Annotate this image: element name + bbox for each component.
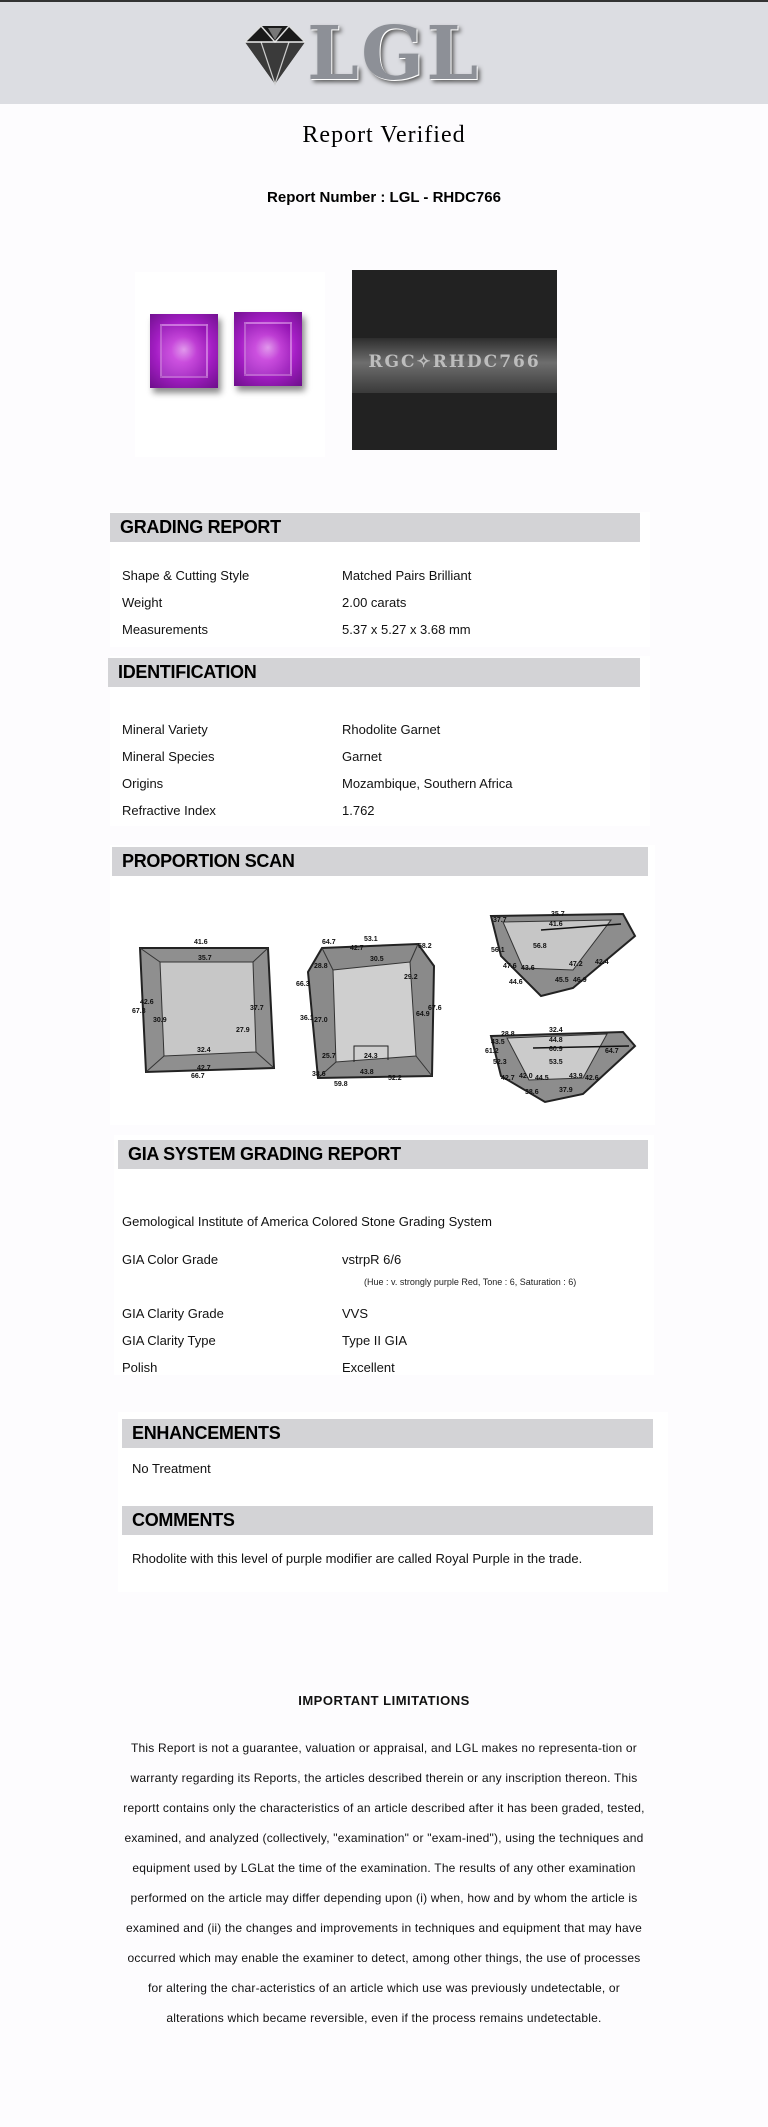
identification-label-0: Mineral Variety: [122, 722, 208, 737]
svg-text:44.6: 44.6: [509, 979, 523, 986]
gia-color-note: (Hue : v. strongly purple Red, Tone : 6, Saturation : 6): [364, 1277, 577, 1287]
svg-text:42.6: 42.6: [140, 999, 154, 1006]
svg-text:32.4: 32.4: [197, 1047, 211, 1054]
report-number: Report Number : LGL - RHDC766: [267, 189, 501, 206]
enhancements-heading: ENHANCEMENTS: [122, 1419, 653, 1448]
proportion-side-view: [473, 906, 643, 1118]
svg-text:44.5: 44.5: [535, 1075, 549, 1082]
svg-text:38.6: 38.6: [312, 1071, 326, 1078]
svg-text:36.1: 36.1: [300, 1015, 314, 1022]
page-title: Report Verified: [302, 122, 466, 148]
svg-text:37.7: 37.7: [250, 1005, 264, 1012]
svg-text:24.3: 24.3: [364, 1053, 378, 1060]
identification-value-2: Mozambique, Southern Africa: [342, 776, 513, 791]
gem-right: [234, 312, 302, 386]
gia-value-0: vstrpR 6/6: [342, 1252, 402, 1267]
svg-text:58.2: 58.2: [418, 943, 432, 950]
svg-text:27.9: 27.9: [236, 1027, 250, 1034]
gia-label-0: GIA Color Grade: [122, 1252, 219, 1267]
grading-value-1: 2.00 carats: [342, 595, 407, 610]
svg-text:41.6: 41.6: [549, 921, 563, 928]
svg-text:42.7: 42.7: [197, 1065, 211, 1072]
grading-heading: GRADING REPORT: [110, 513, 640, 542]
svg-text:43.8: 43.8: [360, 1069, 374, 1076]
svg-text:64.9: 64.9: [416, 1011, 430, 1018]
svg-text:38.6: 38.6: [525, 1089, 539, 1096]
svg-text:52.2: 52.2: [388, 1075, 402, 1082]
svg-text:28.8: 28.8: [501, 1031, 515, 1038]
comments-heading: COMMENTS: [122, 1506, 653, 1535]
identification-value-1: Garnet: [342, 749, 382, 764]
gia-label-1: GIA Clarity Grade: [122, 1306, 224, 1321]
diamond-icon: [235, 20, 315, 90]
inscription-photo: [352, 270, 557, 450]
identification-label-3: Refractive Index: [122, 803, 216, 818]
gia-value-2: Type II GIA: [342, 1333, 408, 1348]
svg-text:37.9: 37.9: [559, 1087, 573, 1094]
header-banner: [0, 2, 768, 104]
inscription-text: RGC✧RHDC766: [368, 352, 541, 372]
svg-text:43.5: 43.5: [491, 1039, 505, 1046]
svg-text:42.4: 42.4: [595, 959, 609, 966]
grading-label-1: Weight: [122, 595, 163, 610]
svg-text:47.2: 47.2: [569, 961, 583, 968]
svg-text:35.7: 35.7: [551, 911, 565, 918]
gem-left: [150, 314, 218, 388]
limitations-text: This Report is not a guarantee, valuation or appraisal, and LGL makes no representa-tion or warranty regarding its Reports, the articles described therein or any inscription thereon. This reportt contains only the characteristics of an article described after it has been graded, tested, examined, and analyzed (collectively, "examination" or "exam-ined"), using the techniques and equipment used by LGLat the time of the examination. The results of any other examination performed on the article may differ depending upon (i) when, how and by whom the article is examined and (ii) the changes and improvements in techniques and equipment that may have occurred which may enable the examiner to detect, among other things, the use of processes for altering the char-acteristics of an article which use was previously undetectable, or alterations which became reversible, even if the process remains undetectable.: [123, 1741, 645, 2025]
svg-text:53.1: 53.1: [364, 936, 378, 943]
gia-label-2: GIA Clarity Type: [122, 1333, 216, 1348]
svg-text:59.8: 59.8: [334, 1081, 348, 1088]
svg-text:67.3: 67.3: [132, 1008, 146, 1015]
svg-text:61.2: 61.2: [485, 1048, 499, 1055]
enhancements-text: No Treatment: [132, 1461, 211, 1476]
lgl-logo[interactable]: [235, 11, 495, 97]
grading-value-2: 5.37 x 5.27 x 3.68 mm: [342, 622, 471, 637]
svg-text:35.7: 35.7: [198, 955, 212, 962]
svg-text:30.9: 30.9: [153, 1017, 167, 1024]
svg-text:29.2: 29.2: [404, 974, 418, 981]
svg-text:43.6: 43.6: [521, 965, 535, 972]
gia-value-1: VVS: [342, 1306, 369, 1321]
svg-text:64.7: 64.7: [322, 939, 336, 946]
logo-text: LGL: [307, 11, 481, 97]
limitations-title: IMPORTANT LIMITATIONS: [298, 1693, 470, 1708]
svg-text:42.0: 42.0: [519, 1073, 533, 1080]
grading-value-0: Matched Pairs Brilliant: [342, 568, 472, 583]
side-view-diagram: [473, 906, 643, 1118]
gia-intro: Gemological Institute of America Colored Stone Grading System: [122, 1214, 492, 1229]
identification-label-1: Mineral Species: [122, 749, 215, 764]
svg-text:56.8: 56.8: [533, 943, 547, 950]
svg-text:42.7: 42.7: [501, 1075, 515, 1082]
svg-text:46.9: 46.9: [573, 977, 587, 984]
svg-text:60.9: 60.9: [549, 1046, 563, 1053]
identification-heading: IDENTIFICATION: [108, 658, 640, 687]
grading-label-2: Measurements: [122, 622, 208, 637]
svg-text:64.7: 64.7: [605, 1048, 619, 1055]
svg-text:53.5: 53.5: [549, 1059, 563, 1066]
gia-heading: GIA SYSTEM GRADING REPORT: [118, 1140, 648, 1169]
svg-text:47.6: 47.6: [503, 963, 517, 970]
svg-text:42.6: 42.6: [585, 1075, 599, 1082]
gem-photo: [135, 272, 325, 457]
svg-text:44.8: 44.8: [549, 1037, 563, 1044]
identification-label-2: Origins: [122, 776, 164, 791]
comments-text: Rhodolite with this level of purple modifier are called Royal Purple in the trade.: [132, 1551, 583, 1566]
svg-text:45.5: 45.5: [555, 977, 569, 984]
svg-text:66.3: 66.3: [296, 981, 310, 988]
svg-text:56.1: 56.1: [491, 947, 505, 954]
svg-text:27.0: 27.0: [314, 1017, 328, 1024]
svg-text:25.7: 25.7: [322, 1053, 336, 1060]
svg-text:42.7: 42.7: [350, 945, 364, 952]
proportion-heading: PROPORTION SCAN: [112, 847, 648, 876]
svg-text:67.6: 67.6: [428, 1005, 442, 1012]
svg-text:43.9: 43.9: [569, 1073, 583, 1080]
gia-value-3: Excellent: [342, 1360, 395, 1375]
svg-text:66.7: 66.7: [191, 1073, 205, 1080]
top-view-diagram: [118, 906, 448, 1116]
identification-value-3: 1.762: [342, 803, 375, 818]
grading-label-0: Shape & Cutting Style: [122, 568, 250, 583]
svg-text:28.8: 28.8: [314, 963, 328, 970]
gia-label-3: Polish: [122, 1360, 158, 1375]
identification-value-0: Rhodolite Garnet: [342, 722, 441, 737]
svg-text:32.4: 32.4: [549, 1027, 563, 1034]
svg-text:30.5: 30.5: [370, 956, 384, 963]
proportion-top-view: [118, 906, 448, 1116]
svg-text:37.7: 37.7: [493, 917, 507, 924]
svg-text:52.3: 52.3: [493, 1059, 507, 1066]
svg-text:41.6: 41.6: [194, 939, 208, 946]
